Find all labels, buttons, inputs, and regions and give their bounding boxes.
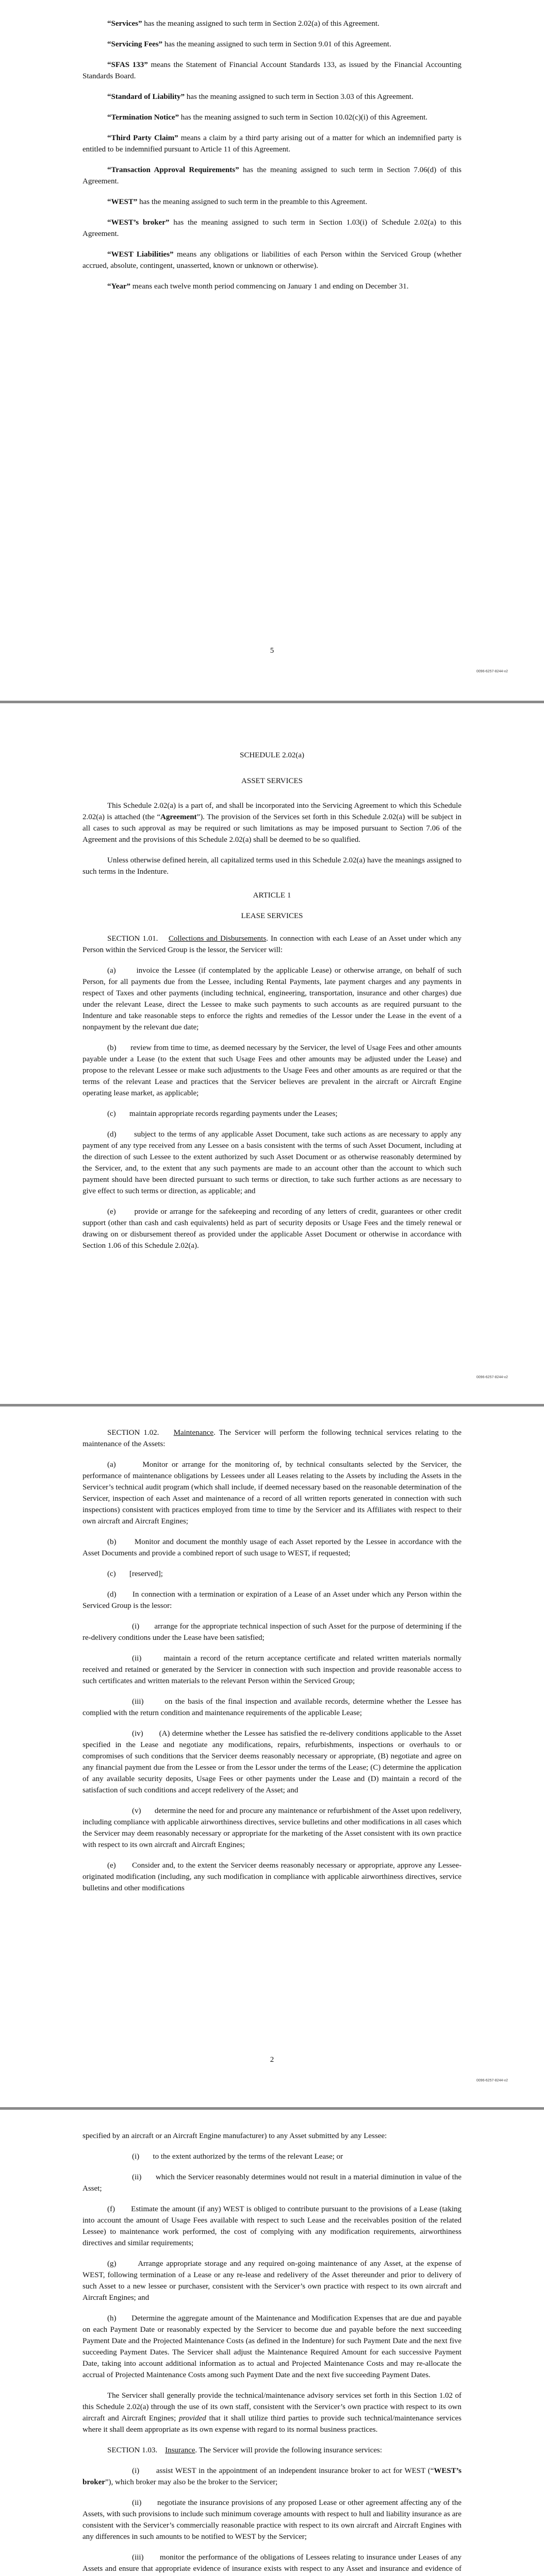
list-item: (a) invoice the Lessee (if contemplated by the applicable Lease) or otherwise arrange, on behalf of such Person, for all payments due from the Lessee, including Rental Payments, late payment charges and any payments in respect of Taxes and other payments (including technical, engineering, transportation, insurance and other charges) due under the relevant Lease, direct the Lessee to make such payments to such accounts as are required pursuant to the Indenture and take reasonable steps to enforce the rights and remedies of the Lessor under the Lease in the event of a nonpayment by the relevant due date; xyxy=(83,967,461,1031)
document-page-4 xyxy=(0,2110,544,2576)
sub-list-item: (iv) (A) determine whether the Lessee has satisfied the re-delivery conditions applicable to the Asset specified in the Lease and negotiate any modifications, repairs, refurbishments, inspections or overhauls to or compromises of such conditions that the Servicer deems reasonably necessary or appropriate, (B) negotiate and agree on any financial payment due from the Lessee or from the Lessor under the terms of the Lease; (C) determine the application of any available security deposits, Usage Fees or other payments under the Lease and (D) maintain a record of the satisfaction of such conditions and accept redelivery of the Asset; and xyxy=(83,1730,461,1794)
footer-code: 0096-6257-8244-v2 xyxy=(476,2079,508,2082)
list-item: (d) subject to the terms of any applicable Asset Document, take such actions as are necessary to apply any payment of any type received from any Lessee on a basis consistent with the terms of such Asset Document, including at the direction of such Lessee to the extent authorized by such Asset Document or as otherwise reasonably determined by the Servicer, and, to the extent that any such payments are made to an account other than the account to which such payment should have been directed pursuant to such terms or direction, to take such further actions as are necessary to give effect to such terms or direction, as applicable; and xyxy=(83,1130,461,1195)
list-item: (b) review from time to time, as deemed necessary by the Servicer, the level of Usage Fees and other amounts payable under a Lease (to the extent that such Usage Fees and other amounts may be adjusted under the Lease) and propose to the relevant Lessee or make such adjustments to the Usage Fees and other amounts as are required or that the terms of the relevant Lease and practices that the Servicer believes are prevalent in the aircraft or Aircraft Engine operating lease market, as applicable; xyxy=(83,1044,461,1097)
footer-code: 0096-6257-8244-v2 xyxy=(476,670,508,673)
section-1-03: SECTION 1.03. Insurance. The Servicer will provide the following insurance services: xyxy=(107,2446,382,2454)
servicer-paragraph: The Servicer shall generally provide the technical/maintenance advisory services set forth in this Section 1.02 of this Schedule 2.02(a) through the use of its own staff, consistent with the Servicer’s own practice with respect to its own aircraft and Aircraft Engines; provided that it shall utilize third parties to provide such technical/maintenance services where it shall deem appropriate as its own expense with regard to its normal business practices. xyxy=(83,2392,461,2434)
article-title: ARTICLE 1 xyxy=(253,891,291,900)
sub-list-item: (v) determine the need for and procure any maintenance or refurbishment of the Asset upon redelivery, including compliance with applicable airworthiness directives, service bulletins and other modifications in all cases which the Servicer may deem reasonably necessary or appropriate for the marketing of the Asset consistent with its own practice with respect to its own aircraft and Aircraft Engines; xyxy=(83,1807,461,1849)
page-number: 5 xyxy=(270,647,274,655)
definition-item: “Servicing Fees” has the meaning assigned to such term in Section 9.01 of this Agreement. xyxy=(107,40,391,48)
schedule-intro-2: Unless otherwise defined herein, all capitalized terms used in this Schedule 2.02(a) have the meanings assigned to such terms in the Indenture. xyxy=(83,856,461,876)
definition-item: “Services” has the meaning assigned to such term in Section 2.02(a) of this Agreement. xyxy=(107,20,380,28)
continued-text: specified by an aircraft or an Aircraft Engine manufacturer) to any Asset submitted by any Lessee: xyxy=(83,2132,387,2140)
definitions-list xyxy=(83,18,461,301)
section-1-02: SECTION 1.02. Maintenance. The Servicer will perform the following technical services relating to the maintenance of the Assets: xyxy=(83,1429,461,1448)
definition-item: “Transaction Approval Requirements” has the meaning assigned to such term in Section 7.06(d) of this Agreement. xyxy=(83,166,461,185)
list-item: (c) [reserved]; xyxy=(107,1570,163,1578)
footer-code: 0096-6257-8244-v2 xyxy=(476,1376,508,1379)
page-number: 2 xyxy=(270,2056,274,2064)
schedule-subtitle: ASSET SERVICES xyxy=(241,777,303,785)
sub-list-item: (ii) negotiate the insurance provisions of any proposed Lease or other agreement affecting any of the Assets, with such provisions to include such minimum coverage amounts with respect to hull and liability insurance as are consistent with the Servicer’s commercially reasonable practice with respect to its own aircraft and Aircraft Engines with any differences in such amounts to be notified to WEST by the Servicer; xyxy=(83,2499,461,2541)
sub-list-item: (ii) maintain a record of the return acceptance certificate and related written materials normally received and retained or generated by the Servicer in connection with such inspection and provide reasonable access to such certificates and written materials to the relevant Person within the Serviced Group; xyxy=(83,1654,462,1685)
sub-list-item: (iii) monitor the performance of the obligations of Lessees relating to insurance under Leases of any Assets and ensure that appropriate evidence of insurance exists with respect to any Asset and insurance and evidence of xyxy=(83,2553,462,2573)
list-item: (e) Consider and, to the extent the Servicer deems reasonably necessary or appropriate, approve any Lessee-originated modification (including, any such modification in compliance with applicable airworthiness directives, service bulletins and other modifications xyxy=(83,1861,461,1892)
article-subtitle: LEASE SERVICES xyxy=(241,912,303,920)
sub-list-item: (i) assist WEST in the appointment of an independent insurance broker to act for WEST (“WEST’s broker”), which broker may also be the broker to the Servicer; xyxy=(83,2467,461,2486)
list-item: (a) Monitor or arrange for the monitoring of, by technical consultants selected by the Servicer, the performance of maintenance obligations by Lessees under all Leases relating to the Assets by including the Assets in the Servicer’s technical audit program (which shall include, if deemed necessary based on the reasonable determination of the Servicer, inspection of each Asset and maintenance of a record of all written reports generated in connection with such inspections) consistent with practices employed from time to time by the Servicer and its Affiliates with respect to their own aircraft and Aircraft Engines; xyxy=(83,1461,461,1526)
list-item: (h) Determine the aggregate amount of the Maintenance and Modification Expenses that are due and payable on each Payment Date or reasonably expected by the Servicer to become due and payable before the next succeeding Payment Date and the Projected Maintenance Costs (as defined in the Indenture) for such Payment Date and the next five succeeding Payment Dates. The Servicer shall adjust the Maintenance Required Amount for each successive Payment Date, taking into account additional information as to actual and Projected Maintenance Costs and may re-allocate the accrual of Projected Maintenance Costs among such Payment Date and the next five succeeding Payment Dates. xyxy=(83,2314,461,2379)
definition-item: “Third Party Claim” means a claim by a third party arising out of a matter for which an indemnified party is entitled to be indemnified pursuant to Article 11 of this Agreement. xyxy=(83,134,461,154)
list-item: (d) In connection with a termination or expiration of a Lease of an Asset under which any Person within the Serviced Group is the lessor: xyxy=(83,1590,461,1610)
definition-item: “WEST’s broker” has the meaning assigned to such term in Section 1.03(i) of Schedule 2.02(a) to this Agreement. xyxy=(83,218,462,238)
definition-item: “WEST Liabilities” means any obligations or liabilities of each Person within the Serviced Group (whether accrued, absolute, contingent, unasserted, known or unknown or otherwise). xyxy=(83,250,461,270)
list-item: (f) Estimate the amount (if any) WEST is obliged to contribute pursuant to the provisions of a Lease (taking into account the amount of Usage Fees available with respect to such Lease and the receivables position of the related Lessee) to maintenance work performed, the cost of complying with any modification requirements, airworthiness directives and similar requirements; xyxy=(83,2205,461,2247)
definition-item: “Standard of Liability” has the meaning assigned to such term in Section 3.03 of this Agreement. xyxy=(107,93,414,101)
sub-list-item: (i) arrange for the appropriate technical inspection of such Asset for the purpose of determining if the re-delivery conditions under the Lease have been satisfied; xyxy=(83,1622,462,1642)
definition-item: “Termination Notice” has the meaning assigned to such term in Section 10.02(c)(i) of this Agreement. xyxy=(107,113,427,122)
definition-item: “Year” means each twelve month period commencing on January 1 and ending on December 31. xyxy=(107,282,409,291)
document-page-2 xyxy=(0,703,544,1404)
document-page-3 xyxy=(0,1406,544,2107)
section-1-01: SECTION 1.01. Collections and Disbursements. In connection with each Lease of an Asset under which any Person within the Serviced Group is the lessor, the Servicer will: xyxy=(83,935,462,954)
list-item: (b) Monitor and document the monthly usage of each Asset reported by the Lessee in accordance with the Asset Documents and provide a combined report of such usage to WEST, if requested; xyxy=(83,1538,462,1557)
schedule-title: SCHEDULE 2.02(a) xyxy=(240,751,304,759)
schedule-intro: This Schedule 2.02(a) is a part of, and shall be incorporated into the Servicing Agreement to which this Schedule 2.02(a) is attached (the “Agreement”). The provision of the Services set forth in this Schedule 2.02(a) will be subject in all cases to such approval as may be required or such limitations as may be imposed pursuant to Section 7.06 of the Agreement and the provisions of this Schedule 2.02(a) shall be deemed to be so qualified. xyxy=(83,802,461,844)
list-item: (g) Arrange appropriate storage and any required on-going maintenance of any Asset, at the expense of WEST, following termination of a Lease or any re-lease and redelivery of the Asset thereunder and prior to delivery of such Asset to a new lessee or purchaser, consistent with the Servicer’s own practice with respect to its own aircraft and Aircraft Engines; and xyxy=(83,2260,462,2302)
definition-item: “SFAS 133” means the Statement of Financial Account Standards 133, as issued by the Financial Accounting Standards Board. xyxy=(83,61,461,80)
list-item: (c) maintain appropriate records regarding payments under the Leases; xyxy=(107,1110,338,1118)
definition-item: “WEST” has the meaning assigned to such term in the preamble to this Agreement. xyxy=(107,198,368,206)
sub-list-item: (i) to the extent authorized by the terms of the relevant Lease; or xyxy=(132,2153,343,2161)
sub-list-item: (iii) on the basis of the final inspection and available records, determine whether the Lessee has complied with the return condition and maintenance requirements of the applicable Lease; xyxy=(83,1698,461,1717)
document-page-1 xyxy=(0,0,544,701)
list-item: (e) provide or arrange for the safekeeping and recording of any letters of credit, guarantees or other credit support (other than cash and cash equivalents) held as part of security deposits or Usage Fees and the timely renewal or drawing on or disbursement thereof as provided under the applicable Asset Document or otherwise in accordance with Section 1.06 of this Schedule 2.02(a). xyxy=(83,1208,461,1250)
sub-list-item: (ii) which the Servicer reasonably determines would not result in a material diminution in value of the Asset; xyxy=(83,2173,461,2193)
